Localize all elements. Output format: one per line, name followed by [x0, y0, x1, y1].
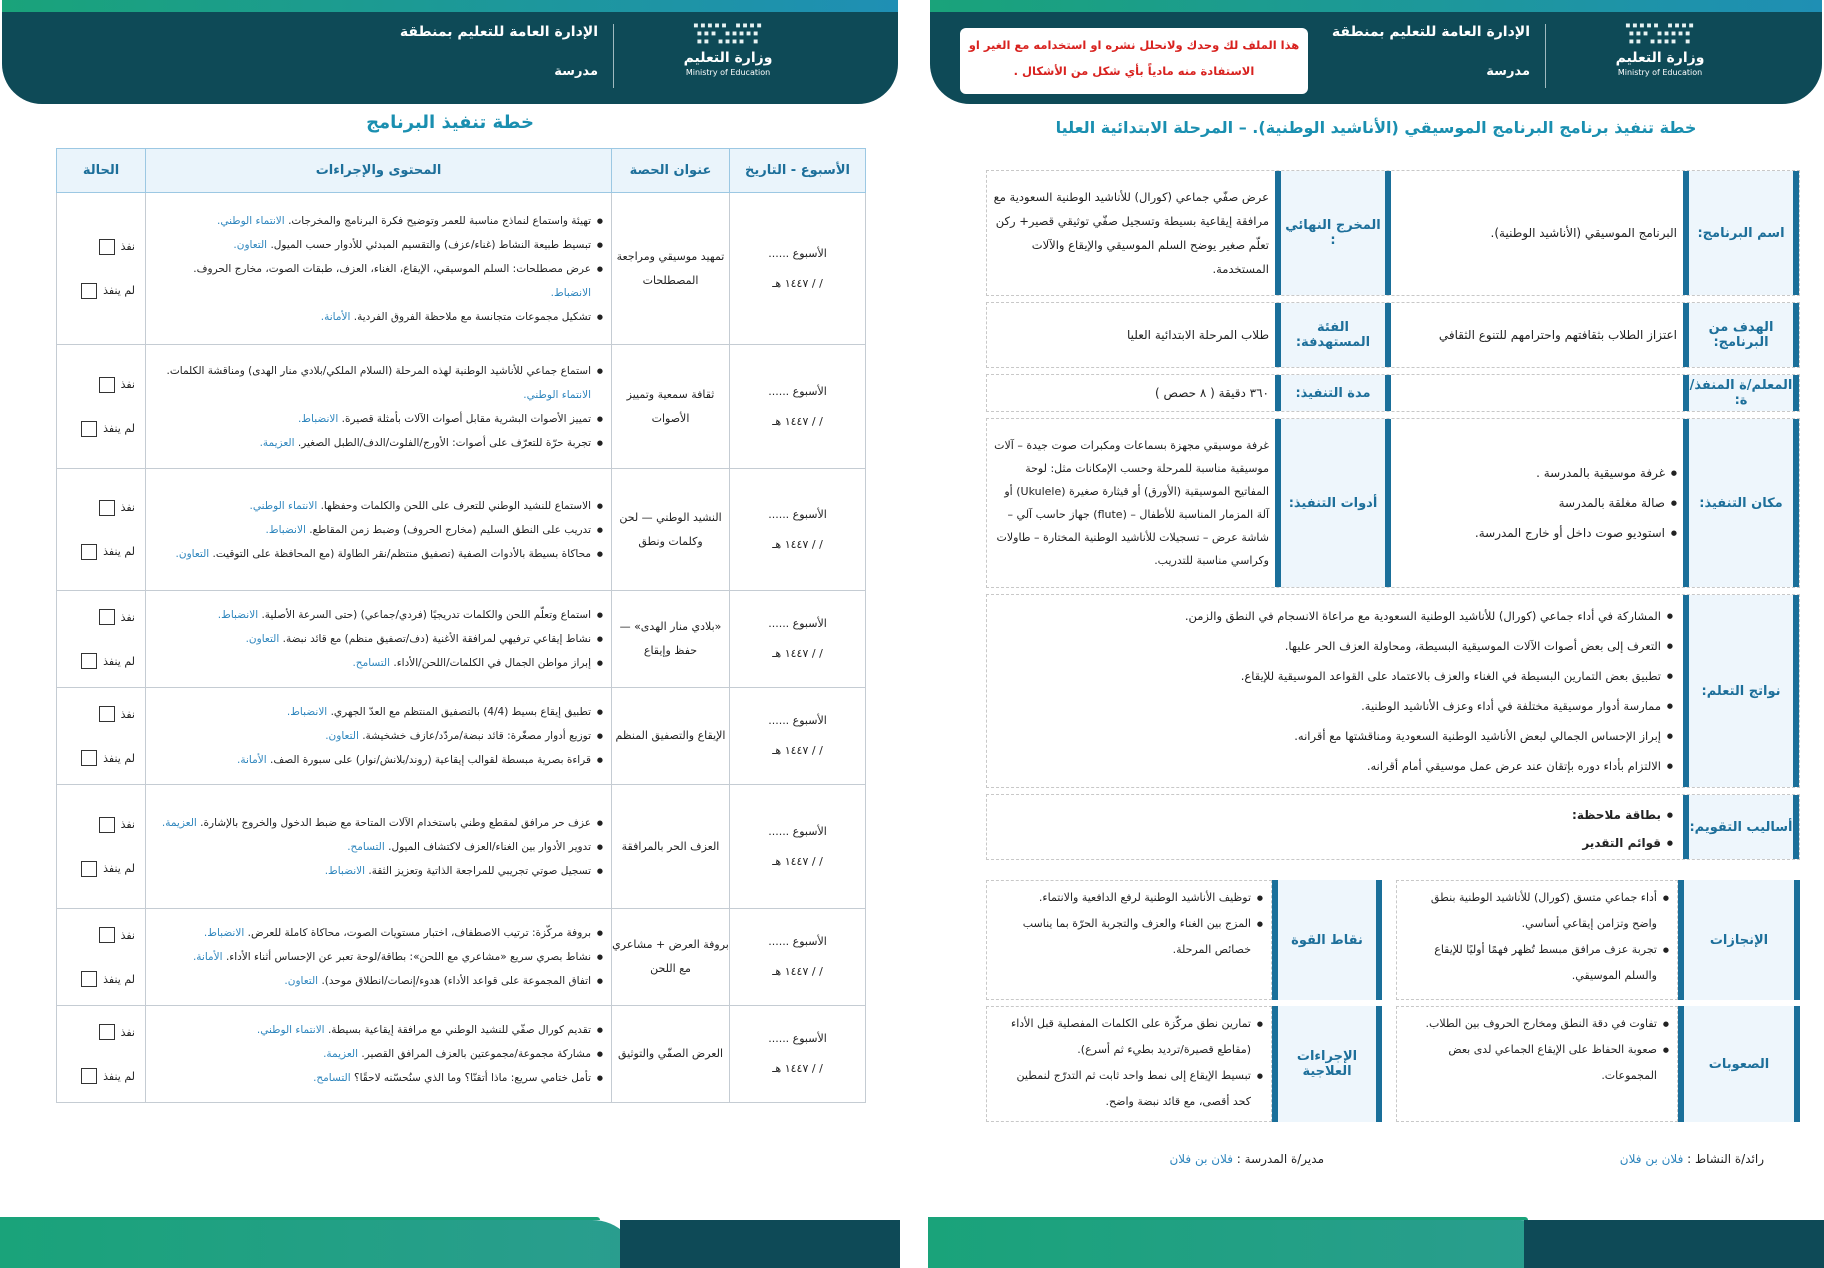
status-not-done-option[interactable] — [67, 736, 135, 780]
content-text: بروفة مركّزة: ترتيب الاصطفاف، اختبار مستويات الصوت، محاكاة كاملة للعرض. — [247, 927, 591, 939]
status-checkbox[interactable] — [81, 1068, 97, 1084]
value-tag: الانضباط. — [265, 523, 306, 536]
logo-mark-icon: ▪▪▪▪▪ ▪▪▪▪ ▪▪▪ ▪▪▪▪▪ ▪▪ ▪▪▪▪ ▪ — [692, 20, 764, 47]
outcome-item: ● الالتزام بأداء دوره بإتقان عند عرض عمل موسيقي أمام أقرانه. — [997, 751, 1673, 781]
content-item — [154, 407, 603, 431]
status-not-done-option[interactable] — [67, 269, 135, 313]
content-item — [154, 359, 603, 407]
lesson-content — [146, 1006, 612, 1103]
content-item — [154, 811, 603, 835]
date-label: / / ١٤٤٧ هـ — [772, 854, 823, 868]
lesson-title: «بلادي منار الهدى» — حفظ وإيقاع — [612, 591, 730, 688]
place-item: ● استوديو صوت داخل أو خارج المدرسة. — [1475, 518, 1677, 548]
status-checkbox[interactable] — [81, 861, 97, 877]
week-label: الأسبوع ...... — [768, 617, 827, 630]
footer-green — [0, 1220, 640, 1268]
content-item — [154, 305, 603, 329]
content-text: تبسيط طبيعة النشاط (غناء/عزف) والتقسيم المبدئي للأدوار حسب الميول. — [270, 238, 591, 251]
footer-green — [928, 1220, 1568, 1268]
status-checkbox[interactable] — [99, 1024, 115, 1040]
date-label: / / ١٤٤٧ هـ — [772, 744, 823, 757]
week-label: الأسبوع ...... — [768, 507, 827, 521]
place-values — [1391, 419, 1683, 587]
header-banner — [2, 0, 898, 104]
content-text: تطبيق إيقاع بسيط (4/4) بالتصفيق المنتظم مع العدّ الجهري. — [330, 706, 591, 718]
date-label: / / ١٤٤٧ هـ — [772, 647, 823, 660]
duration-value: ٣٦٠ دقيقة ( ٨ حصص ) — [1155, 386, 1269, 400]
status-not-done-option[interactable] — [67, 407, 135, 451]
status-done-option[interactable] — [67, 595, 135, 639]
outcomes-list — [987, 595, 1683, 787]
status-cell — [57, 345, 146, 469]
content-item — [154, 945, 603, 969]
logo-arabic-text: وزارة التعليم — [683, 50, 773, 66]
logo-mark-icon: ▪▪▪▪▪ ▪▪▪▪ ▪▪▪ ▪▪▪▪▪ ▪▪ ▪▪▪▪ ▪ — [1624, 20, 1696, 47]
footer-wave — [0, 1214, 900, 1268]
status-checkbox[interactable] — [81, 544, 97, 560]
place-item: ● صالة مغلقة بالمدرسة — [1475, 488, 1677, 518]
status-checkbox[interactable] — [81, 653, 97, 669]
status-done-option[interactable] — [67, 363, 135, 407]
week-date-cell — [730, 345, 866, 469]
status-cell — [57, 688, 146, 785]
target-value: طلاب المرحلة الابتدائية العليا — [1126, 328, 1269, 342]
status-checkbox[interactable] — [99, 817, 115, 833]
date-label: / / ١٤٤٧ هـ — [772, 276, 823, 290]
lesson-content — [146, 193, 612, 345]
content-text: إبراز مواطن الجمال في الكلمات/اللحن/الأداء. — [393, 657, 591, 669]
week-date-cell — [730, 688, 866, 785]
content-item — [154, 431, 603, 455]
principal-name: فلان بن فلان — [1169, 1152, 1233, 1166]
week-date-cell — [730, 591, 866, 688]
value-tag: الانتماء الوطني. — [523, 388, 591, 401]
value-tag: الانتماء الوطني. — [249, 499, 318, 512]
content-item — [154, 700, 603, 724]
lesson-title: الإيقاع والتصفيق المنظم — [612, 688, 730, 785]
plan-row — [57, 909, 866, 1006]
status-not-done-option[interactable] — [67, 847, 135, 891]
banner-accent — [930, 0, 1822, 12]
lesson-title: بروفة العرض + مشاعري مع اللحن — [612, 909, 730, 1006]
footer-teal — [1524, 1220, 1824, 1268]
lesson-content — [146, 688, 612, 785]
strength-item: ● توظيف الأناشيد الوطنية لرفع الدافعية والانتماء. — [995, 885, 1263, 911]
status-checkbox[interactable] — [81, 971, 97, 987]
content-text: تشكيل مجموعات متجانسة مع ملاحظة الفروق الفردية. — [353, 310, 591, 323]
status-cell — [57, 469, 146, 591]
goal-value: اعتزاز الطلاب بثقافتهم واحترامهم للتنوع الثقافي — [1438, 328, 1677, 342]
status-cell — [57, 909, 146, 1006]
content-item — [154, 542, 603, 566]
evaluation-label: أساليب التقويم: — [1683, 795, 1799, 859]
value-tag: الانضباط. — [217, 609, 259, 621]
content-item — [154, 859, 603, 883]
status-label: نفذ — [120, 240, 135, 253]
achievements-list — [1396, 880, 1678, 1000]
achievement-item: ● تجربة عزف مرافق مبسط تُظهر فهمًا أوليًا للإيقاع والسلم الموسيقي. — [1405, 937, 1669, 989]
lesson-title: العزف الحر بالمرافقة — [612, 785, 730, 909]
content-text: مشاركة مجموعة/مجموعتين بالعزف المرافق القصير. — [361, 1048, 591, 1060]
content-text: توزيع أدوار مصغّرة: قائد نبضة/مردّد/عازف خشخيشة. — [362, 730, 591, 742]
status-done-option[interactable] — [67, 486, 135, 530]
status-done-option[interactable] — [67, 692, 135, 736]
outcome-item: ● ممارسة أدوار موسيقية مختلفة في أداء وعزف الأناشيد الوطنية. — [997, 691, 1673, 721]
week-date-cell — [730, 909, 866, 1006]
status-label: لم ينفذ — [103, 654, 135, 668]
plan-row — [57, 469, 866, 591]
banner-accent — [2, 0, 898, 12]
status-not-done-option[interactable] — [67, 957, 135, 1001]
lesson-title: تمهيد موسيقي ومراجعة المصطلحات — [612, 193, 730, 345]
logo-english-text: Ministry of Education — [1617, 68, 1703, 77]
value-tag: التعاون. — [233, 238, 268, 251]
logo-arabic-text: وزارة التعليم — [1615, 50, 1705, 66]
content-text: محاكاة بسيطة بالأدوات الصفية (تصفيق منتظم/نقر الطاولة (مع المحافظة على التوقيت. — [212, 547, 591, 560]
difficulty-item: ● صعوبة الحفاظ على الإيقاع الجماعي لدى بعض المجموعات. — [1405, 1037, 1669, 1089]
status-checkbox[interactable] — [81, 283, 97, 299]
place-item: ● غرفة موسيقية بالمدرسة . — [1475, 458, 1677, 488]
evaluation-list — [987, 795, 1683, 859]
banner-title: الإدارة العامة للتعليم بمنطقة — [399, 24, 598, 40]
col-week-date: الأسبوع - التاريخ — [730, 149, 866, 193]
status-done-option[interactable] — [67, 913, 135, 957]
info-row-achievements — [986, 880, 1800, 1000]
strength-item: ● المزج بين الغناء والعزف والتجربة الحرّة بما يناسب خصائص المرحلة. — [995, 911, 1263, 963]
copyright-warning: هذا الملف لك وحدك ولانحلل نشره او استخدامه مع الغير او الاستفادة منه مادياً بأي شكل من الأشكال . — [960, 28, 1308, 94]
value-tag: الانضباط. — [203, 927, 245, 939]
status-label: لم ينفذ — [103, 972, 135, 986]
date-label: / / ١٤٤٧ هـ — [772, 1062, 823, 1075]
value-tag: الأمانة. — [320, 310, 351, 323]
left-page-title: خطة تنفيذ البرنامج — [366, 112, 534, 133]
value-tag: التعاون. — [325, 730, 359, 742]
outcome-item: ● إبراز الإحساس الجمالي لبعض الأناشيد الوطنية السعودية ومناقشتها مع أقرانه. — [997, 721, 1673, 751]
status-label: نفذ — [120, 610, 135, 624]
lesson-title: العرض الصفّي والتوثيق — [612, 1006, 730, 1103]
content-item — [154, 969, 603, 993]
footer-teal — [620, 1220, 900, 1268]
status-not-done-option[interactable] — [67, 530, 135, 574]
banner-divider — [1545, 24, 1546, 88]
status-cell — [57, 591, 146, 688]
status-checkbox[interactable] — [99, 500, 115, 516]
content-item — [154, 209, 603, 233]
lesson-content — [146, 591, 612, 688]
content-item — [154, 724, 603, 748]
value-tag: التسامح. — [313, 1072, 351, 1084]
value-tag: العزيمة. — [323, 1048, 359, 1060]
content-item — [154, 233, 603, 257]
evaluation-item: ● قوائم التقدير — [997, 829, 1673, 857]
status-done-option[interactable] — [67, 803, 135, 847]
status-done-option[interactable] — [67, 225, 135, 269]
right-page-title: خطة تنفيذ برنامج البرنامج الموسيقي (الأناشيد الوطنية). – المرحلة الابتدائية العليا — [1055, 118, 1697, 137]
value-tag: الانضباط. — [550, 286, 591, 299]
value-tag: الانتماء الوطني. — [256, 1024, 325, 1036]
status-label: نفذ — [120, 501, 135, 514]
status-label: نفذ — [120, 378, 135, 391]
value-tag: التسامح. — [347, 840, 385, 853]
content-item — [154, 518, 603, 542]
status-label: نفذ — [120, 928, 135, 942]
content-text: تهيئة واستماع لنماذج مناسبة للعمر وتوضيح فكرة البرنامج والمخرجات. — [288, 214, 591, 227]
status-cell — [57, 1006, 146, 1103]
date-label: / / ١٤٤٧ هـ — [772, 965, 823, 978]
week-label: الأسبوع ...... — [768, 246, 827, 260]
week-label: الأسبوع ...... — [768, 384, 827, 398]
left-page — [0, 0, 900, 1268]
banner-title: الإدارة العامة للتعليم بمنطقة — [1331, 24, 1530, 40]
banner-school: مدرسة — [554, 64, 598, 79]
value-tag: الانضباط. — [286, 706, 328, 718]
target-label: الفئة المستهدفة: — [1275, 303, 1391, 367]
content-text: عرض مصطلحات: السلم الموسيقي، الإيقاع، الغناء، العزف، طبقات الصوت، مخارج الحروف. — [193, 262, 591, 275]
remedy-item: ● تبسيط الإيقاع إلى نمط واحد ثابت ثم التدرّج لنمطين كحد أقصى، مع قائد نبضة واضح. — [995, 1063, 1263, 1115]
plan-row — [57, 193, 866, 345]
status-checkbox[interactable] — [99, 927, 115, 943]
content-text: نشاط إيقاعي ترفيهي لمرافقة الأغنية (دف/تصفيق منظم) مع قائد نبضة. — [282, 633, 591, 645]
week-label: الأسبوع ...... — [768, 714, 827, 727]
status-checkbox[interactable] — [81, 750, 97, 766]
content-text: استماع جماعي للأناشيد الوطنية لهذه المرحلة (السلام الملكي/بلادي منار الهدى) ومناقشة الكلمات. — [166, 364, 591, 377]
outcome-item: ● تطبيق بعض التمارين البسيطة في الغناء والعزف بالاعتماد على القواعد الموسيقية للإيقاع. — [997, 661, 1673, 691]
status-label: لم ينفذ — [103, 1069, 135, 1083]
status-label: لم ينفذ — [103, 422, 135, 435]
status-checkbox[interactable] — [81, 421, 97, 437]
status-checkbox[interactable] — [99, 377, 115, 393]
value-tag: الأمانة. — [192, 951, 223, 963]
content-text: تجربة حرّة للتعرّف على أصوات: الأورج/الفلوت/الدف/الطبل الصغير. — [297, 436, 591, 449]
status-label: لم ينفذ — [103, 545, 135, 558]
plan-table-header — [57, 149, 866, 193]
status-not-done-option[interactable] — [67, 1054, 135, 1098]
status-done-option[interactable] — [67, 1010, 135, 1054]
content-item — [154, 627, 603, 651]
activity-leader-signature — [1620, 1152, 1764, 1166]
outcome-item: ● المشاركة في أداء جماعي (كورال) للأناشيد الوطنية السعودية مع مراعاة الانسجام في النطق والزمن. — [997, 601, 1673, 631]
status-checkbox[interactable] — [99, 609, 115, 625]
content-item — [154, 1042, 603, 1066]
lesson-content — [146, 469, 612, 591]
content-text: تسجيل صوتي تجريبي للمراجعة الذاتية وتعزيز الثقة. — [368, 864, 591, 877]
info-row-outcomes — [986, 594, 1800, 788]
lesson-content — [146, 345, 612, 469]
remedies-list — [986, 1006, 1272, 1122]
tools-value: غرفة موسيقي مجهزة بسماعات ومكبرات صوت جيدة – آلات موسيقية مناسبة للمرحلة وحسب الإمكانات مثل: لوحة المفاتيح الموسيقية (الأورق) أو قيثارة صغيرة (Ukulele) أو آلة المزمار المناسبة للأطفال – (flute) جهاز حاسب آلي – شاشة عرض – تسجيلات للأناشيد الوطنية المختارة – طاولات وكراسي مناسبة للتدريب. — [994, 439, 1269, 567]
difficulties-label: الصعوبات — [1678, 1006, 1800, 1122]
content-item — [154, 1018, 603, 1042]
col-status: الحالة — [57, 149, 146, 193]
principal-signature — [1169, 1152, 1324, 1166]
remedies-label: الإجراءات العلاجية — [1272, 1006, 1382, 1122]
week-date-cell — [730, 193, 866, 345]
status-label: لم ينفذ — [103, 284, 135, 297]
value-tag: العزيمة. — [161, 816, 197, 829]
content-text: تمييز الأصوات البشرية مقابل أصوات الآلات بأمثلة قصيرة. — [341, 412, 591, 425]
right-page — [928, 0, 1824, 1268]
value-tag: التعاون. — [245, 633, 280, 645]
status-checkbox[interactable] — [99, 239, 115, 255]
status-label: لم ينفذ — [103, 751, 135, 765]
content-text: اتفاق المجموعة على قواعد الأداء) هدوء/إنصات/انطلاق موحد). — [321, 975, 591, 987]
content-item — [154, 921, 603, 945]
header-banner — [930, 0, 1822, 104]
info-row-evaluation — [986, 794, 1800, 860]
plan-table — [56, 148, 866, 1103]
outcome-item: ● التعرف إلى بعض أصوات الآلات الموسيقية البسيطة، ومحاولة العزف الحر عليها. — [997, 631, 1673, 661]
status-cell — [57, 785, 146, 909]
tools-label: أدوات التنفيذ: — [1275, 419, 1391, 587]
activity-leader-label: رائد/ة النشاط : — [1687, 1152, 1764, 1166]
content-item — [154, 257, 603, 305]
value-tag: الأمانة. — [237, 754, 267, 766]
achievements-label: الإنجازات — [1678, 880, 1800, 1000]
plan-row — [57, 345, 866, 469]
value-tag: التسامح. — [352, 657, 391, 669]
value-tag: التعاون. — [284, 975, 319, 987]
logo-english-text: Ministry of Education — [685, 68, 771, 77]
outcomes-label: نواتج التعلم: — [1683, 595, 1799, 787]
plan-row — [57, 591, 866, 688]
teacher-value — [1391, 375, 1683, 411]
goal-label: الهدف من البرنامج: — [1683, 303, 1799, 367]
ministry-logo — [678, 22, 778, 86]
col-content: المحتوى والإجراءات — [146, 149, 612, 193]
ministry-logo — [1610, 22, 1710, 86]
value-tag: العزيمة. — [259, 436, 295, 449]
principal-label: مدير/ة المدرسة : — [1236, 1152, 1324, 1166]
col-lesson-title: عنوان الحصة — [612, 149, 730, 193]
plan-row — [57, 688, 866, 785]
content-text: تقديم كورال صفّي للنشيد الوطني مع مرافقة إيقاعية بسيطة. — [327, 1024, 591, 1036]
date-label: / / ١٤٤٧ هـ — [772, 537, 823, 551]
content-text: استماع وتعلّم اللحن والكلمات تدريجيًا (فردي/جماعي) (حتى السرعة الأصلية. — [261, 609, 591, 621]
status-not-done-option[interactable] — [67, 639, 135, 683]
value-tag: التعاون. — [175, 547, 210, 560]
activity-leader-name: فلان بن فلان — [1619, 1152, 1684, 1166]
status-cell — [57, 193, 146, 345]
date-label: / / ١٤٤٧ هـ — [772, 414, 823, 428]
banner-divider — [613, 24, 614, 88]
banner-school: مدرسة — [1486, 64, 1530, 79]
status-label: نفذ — [120, 1025, 135, 1039]
value-tag: الانتماء الوطني. — [217, 214, 285, 227]
evaluation-item: ● بطاقة ملاحظة: — [997, 801, 1673, 829]
content-text: تأمل ختامي سريع: ماذا أتقنّا؟ وما الذي سنُحسّنه لاحقًا؟ — [354, 1072, 591, 1084]
content-text: نشاط بصري سريع «مشاعري مع اللحن»: بطاقة/لوحة تعبر عن الإحساس أثناء الأداء. — [225, 951, 591, 963]
status-checkbox[interactable] — [99, 706, 115, 722]
info-row-difficulties — [986, 1006, 1800, 1122]
status-label: نفذ — [120, 707, 135, 721]
status-label: لم ينفذ — [103, 862, 135, 875]
value-tag: الانضباط. — [324, 864, 366, 877]
final-output-label: المخرج النهائي : — [1275, 171, 1391, 295]
content-item — [154, 603, 603, 627]
place-label: مكان التنفيذ: — [1683, 419, 1799, 587]
footer-wave — [928, 1214, 1824, 1268]
week-label: الأسبوع ...... — [768, 935, 827, 948]
program-name-value: البرنامج الموسيقي (الأناشيد الوطنية). — [1490, 226, 1677, 240]
content-text: قراءة بصرية مبسطة لقوالب إيقاعية (روند/بلانش/نوار) على سبورة الصف. — [270, 754, 591, 766]
content-text: تدوير الأدوار بين الغناء/العزف لاكتشاف الميول. — [388, 840, 591, 853]
duration-label: مدة التنفيذ: — [1275, 375, 1391, 411]
week-date-cell — [730, 785, 866, 909]
achievement-item: ● أداء جماعي متسق (كورال) للأناشيد الوطنية بنطق واضح وتزامن إيقاعي أساسي. — [1405, 885, 1669, 937]
content-item — [154, 835, 603, 859]
teacher-label: المعلم/ة المنفذ/ة: — [1683, 375, 1799, 411]
content-item — [154, 651, 603, 675]
content-item — [154, 494, 603, 518]
info-row-teacher — [986, 374, 1800, 412]
lesson-title: ثقافة سمعية وتمييز الأصوات — [612, 345, 730, 469]
lesson-title: النشيد الوطني — لحن وكلمات ونطق — [612, 469, 730, 591]
content-item — [154, 1066, 603, 1090]
week-date-cell — [730, 1006, 866, 1103]
final-output-value: عرض صفّي جماعي (كورال) للأناشيد الوطنية السعودية مع مرافقة إيقاعية بسيطة وتسجيل صفّي توثيقي قصير+ ركن تعلّم صغير يوضح السلم الموسيقي والإيقاع والآلات المستخدمة. — [993, 190, 1269, 276]
strengths-list — [986, 880, 1272, 1000]
status-label: نفذ — [120, 818, 135, 831]
difficulties-list — [1396, 1006, 1678, 1122]
difficulty-item: ● تفاوت في دقة النطق ومخارج الحروف بين الطلاب. — [1405, 1011, 1669, 1037]
content-item — [154, 748, 603, 772]
content-text: الاستماع للنشيد الوطني للتعرف على اللحن والكلمات وحفظها. — [320, 499, 591, 512]
lesson-content — [146, 909, 612, 1006]
info-row-goal — [986, 302, 1800, 368]
program-name-label: اسم البرنامج: — [1683, 171, 1799, 295]
content-text: عزف حر مرافق لمقطع وطني باستخدام الآلات المتاحة مع ضبط الدخول والخروج بالإشارة. — [200, 816, 591, 829]
remedy-item: ● تمارين نطق مركّزة على الكلمات المفصلية قبل الأداء (مقاطع قصيرة/ترديد بطيء ثم أسرع). — [995, 1011, 1263, 1063]
week-label: الأسبوع ...... — [768, 824, 827, 838]
info-row-place — [986, 418, 1800, 588]
plan-row — [57, 1006, 866, 1103]
lesson-content — [146, 785, 612, 909]
value-tag: الانضباط. — [297, 412, 339, 425]
plan-row — [57, 785, 866, 909]
week-label: الأسبوع ...... — [768, 1032, 827, 1045]
week-date-cell — [730, 469, 866, 591]
info-row-program — [986, 170, 1800, 296]
content-text: تدريب على النطق السليم (مخارج الحروف) وضبط زمن المقاطع. — [309, 523, 591, 536]
strengths-label: نقاط القوة — [1272, 880, 1382, 1000]
